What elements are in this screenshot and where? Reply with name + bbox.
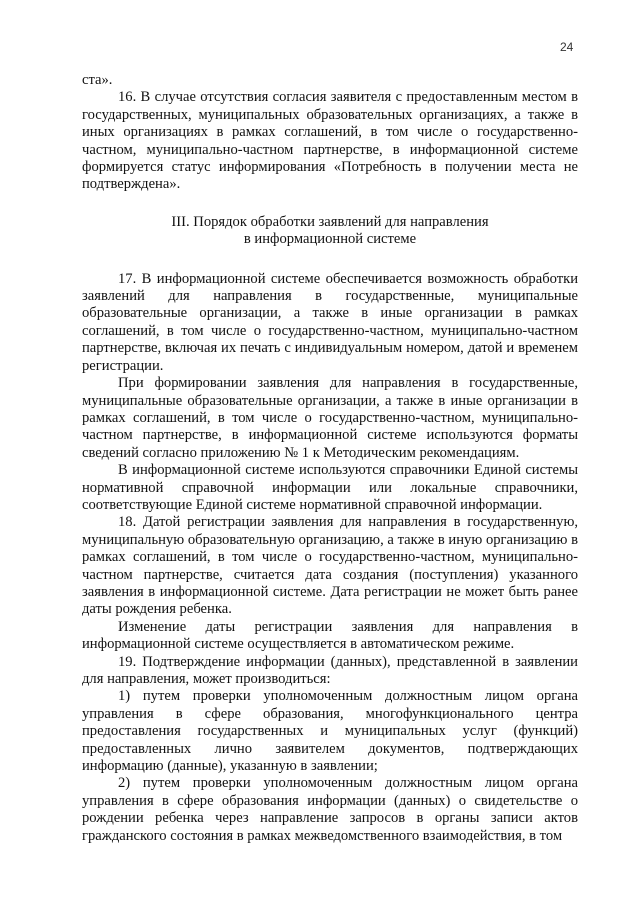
paragraph-17: 17. В информационной системе обеспечивается возможность обработки заявлений для направления в государственные, муниципальные образовательные организации, а также в иные организации в рамках соглашений, в том числе о государственно-частном, муниципально-частном партнерстве, включая их печать с индивидуальным номером, датой и временем регистрации.: [82, 270, 578, 374]
paragraph-17-references: В информационной системе используются справочники Единой системы нормативной справочной информации или локальные справочники, соответствующие Единой системе нормативной справочной информации.: [82, 462, 578, 513]
section-heading-line-1: III. Порядок обработки заявлений для направления: [171, 213, 489, 230]
section-heading-line-2: в информационной системе: [243, 231, 417, 248]
paragraph-18-date-change: Изменение даты регистрации заявления для направления в информационной системе осуществляется в автоматическом режиме.: [82, 618, 578, 653]
paragraph-19-item-2: 2) путем проверки уполномоченным должностным лицом органа управления в сфере образования информации (данных) о свидетельстве о рождении ребенка через направление запросов в органы записи актов гражданского состояния в рамках межведомственного взаимодействия, в том: [82, 775, 578, 844]
paragraph-17-formats: При формировании заявления для направления в государственные, муниципальные образовательные организации, а также в иные организации в рамках соглашений, в том числе о государственно-частном, муниципально-частном партнерстве, в информационной системе используются форматы сведений согласно приложению № 1 к Методическим рекомендациям.: [82, 375, 578, 461]
paragraph-continuation: ста».: [82, 72, 113, 88]
paragraph-19-item-1: 1) путем проверки уполномоченным должностным лицом органа управления в сфере образования, многофункционального центра предоставления государственных и муниципальных услуг (функций) предоставленных лично заявителем документов, подтверждающих информацию (данные), указанную в заявлении;: [82, 688, 578, 775]
paragraph-18: 18. Датой регистрации заявления для направления в государственную, муниципальную образовательную организацию, а также в иную организацию в рамках соглашений, в том числе о государственно-частном, муниципально-частном партнерстве, считается дата создания (поступления) указанного заявления в информационной системе. Дата регистрации не может быть ранее даты рождения ребенка.: [82, 514, 578, 618]
page-number: 24: [560, 40, 574, 54]
section-heading: [82, 214, 578, 249]
paragraph-19: 19. Подтверждение информации (данных), представленной в заявлении для направления, может производиться:: [82, 653, 578, 687]
paragraph-16: 16. В случае отсутствия согласия заявителя с предоставленным местом в государственных, муниципальных образовательных организациях, а также в иных организациях в рамках соглашений, в том числе о государственно-частном, муниципально-частном партнерстве, в информационной системе формируется статус информирования «Потребность в получении места не подтверждена».: [82, 89, 578, 193]
document-body: [82, 72, 578, 845]
